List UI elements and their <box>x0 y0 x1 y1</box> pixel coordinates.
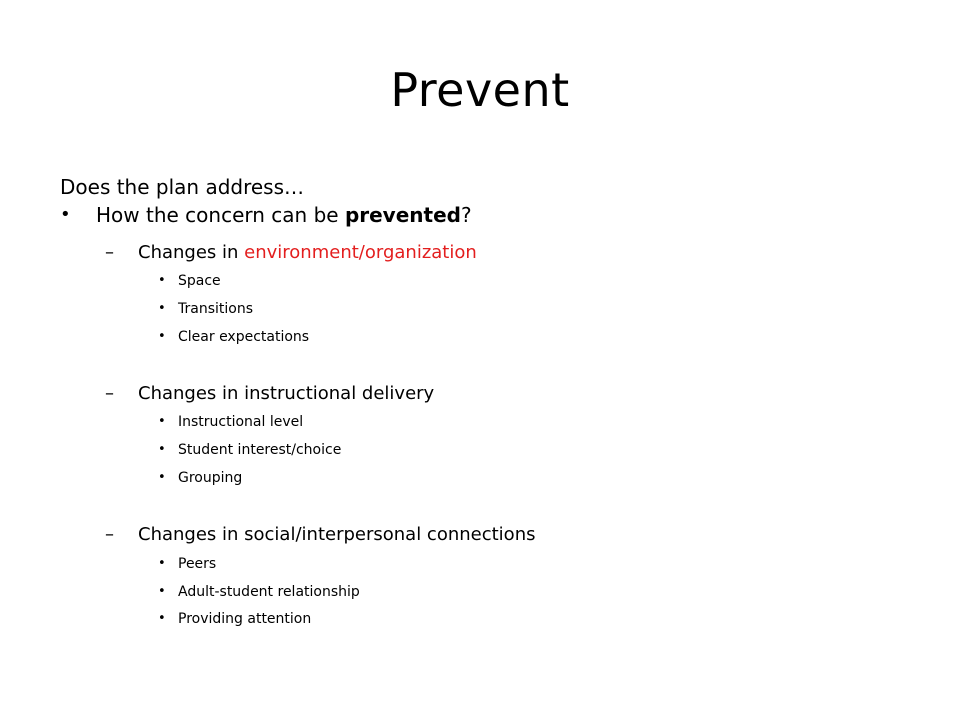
question-emphasis: prevented <box>344 203 461 227</box>
intro-text: Does the plan address… <box>60 175 305 199</box>
question-suffix: ? <box>460 203 472 227</box>
list-item-text: Providing attention <box>178 611 312 627</box>
list-item-text: Peers <box>178 556 217 572</box>
group-heading-text: Changes in social/interpersonal connections <box>138 524 536 545</box>
bullet-icon: • <box>60 204 71 225</box>
list-item-text: Transitions <box>178 301 253 317</box>
bullet-icon: • <box>158 301 166 316</box>
bullet-icon: • <box>158 556 166 571</box>
group-heading-text <box>138 240 477 266</box>
dash-icon: – <box>105 383 114 404</box>
group-heading-highlight: environment/organization <box>244 242 477 263</box>
group-heading-text: Changes in instructional delivery <box>138 383 435 404</box>
bullet-icon: • <box>158 329 166 344</box>
bullet-icon: • <box>158 584 166 599</box>
list-item-text: Instructional level <box>178 414 304 430</box>
dash-icon: – <box>105 524 114 545</box>
question-text <box>96 201 472 229</box>
list-item-text: Adult-student relationship <box>178 584 360 600</box>
bullet-icon: • <box>158 470 166 485</box>
question-prefix: How the concern can be <box>96 203 345 227</box>
slide-title: Prevent <box>390 63 570 117</box>
list-item-text: Space <box>178 273 221 289</box>
bullet-icon: • <box>158 273 166 288</box>
bullet-icon: • <box>158 414 166 429</box>
list-item-text: Grouping <box>178 470 243 486</box>
list-item-text: Clear expectations <box>178 329 310 345</box>
dash-icon: – <box>105 242 114 263</box>
group-heading-prefix: Changes in <box>138 242 245 263</box>
list-item-text: Student interest/choice <box>178 442 342 458</box>
bullet-icon: • <box>158 611 166 626</box>
bullet-icon: • <box>158 442 166 457</box>
